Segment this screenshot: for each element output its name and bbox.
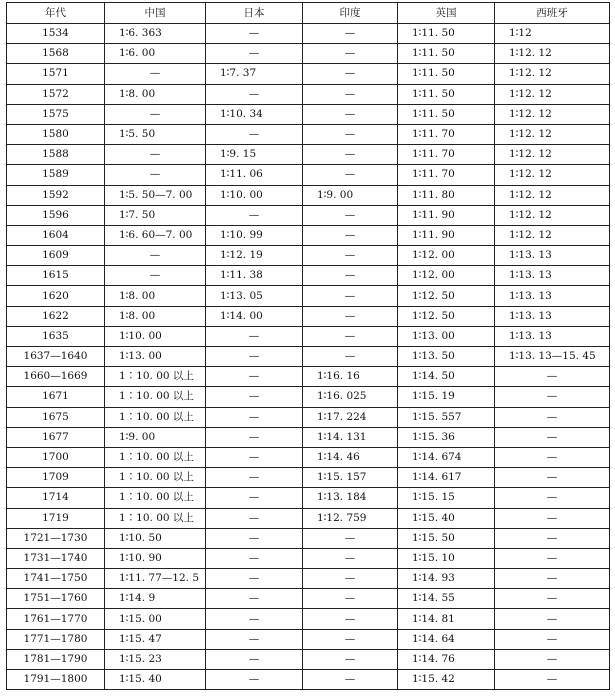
table-row <box>7 447 610 467</box>
cell-japan: 1∶14. 00 <box>206 306 303 326</box>
cell-spain: — <box>495 367 610 387</box>
cell-india: — <box>303 205 398 225</box>
cell-year: 1771—1780 <box>7 629 105 649</box>
cell-china: 1∶5. 50 <box>105 124 206 144</box>
cell-england: 1∶11. 70 <box>398 165 495 185</box>
cell-spain: — <box>495 427 610 447</box>
cell-england: 1∶11. 50 <box>398 64 495 84</box>
cell-china: 1∶15. 47 <box>105 629 206 649</box>
cell-japan: — <box>206 447 303 467</box>
cell-england: 1∶14. 50 <box>398 367 495 387</box>
cell-spain: 1∶12 <box>495 24 610 44</box>
cell-england: 1∶15. 50 <box>398 528 495 548</box>
cell-japan: — <box>206 427 303 447</box>
cell-year: 1700 <box>7 447 105 467</box>
cell-india: — <box>303 24 398 44</box>
header-china: 中国 <box>105 3 206 24</box>
cell-japan: — <box>206 367 303 387</box>
cell-japan: 1∶13. 05 <box>206 286 303 306</box>
cell-china: — <box>105 165 206 185</box>
cell-england: 1∶14. 76 <box>398 649 495 669</box>
table-row <box>7 225 610 245</box>
cell-england: 1∶11. 50 <box>398 84 495 104</box>
cell-japan: — <box>206 326 303 346</box>
cell-india: 1∶13. 184 <box>303 488 398 508</box>
cell-china: 1∶8. 00 <box>105 306 206 326</box>
table-row <box>7 286 610 306</box>
cell-year: 1575 <box>7 104 105 124</box>
cell-china: 1∶8. 00 <box>105 286 206 306</box>
cell-china: 1∶13. 00 <box>105 347 206 367</box>
cell-china: 1∶10. 50 <box>105 528 206 548</box>
cell-japan: 1∶11. 06 <box>206 165 303 185</box>
cell-year: 1635 <box>7 326 105 346</box>
cell-spain: 1∶12. 12 <box>495 44 610 64</box>
cell-year: 1677 <box>7 427 105 447</box>
cell-year: 1791—1800 <box>7 670 105 690</box>
cell-india: — <box>303 649 398 669</box>
cell-spain: 1∶12. 12 <box>495 104 610 124</box>
cell-england: 1∶11. 90 <box>398 205 495 225</box>
cell-japan: 1∶11. 38 <box>206 266 303 286</box>
table-row <box>7 569 610 589</box>
cell-england: 1∶11. 80 <box>398 185 495 205</box>
cell-year: 1571 <box>7 64 105 84</box>
table-row <box>7 24 610 44</box>
cell-spain: 1∶13. 13 <box>495 286 610 306</box>
cell-year: 1572 <box>7 84 105 104</box>
cell-india: — <box>303 64 398 84</box>
table-row <box>7 185 610 205</box>
table-row <box>7 629 610 649</box>
table-row <box>7 548 610 568</box>
cell-china: 1∶10. 00 以上 <box>105 508 206 528</box>
cell-japan: 1∶9. 15 <box>206 145 303 165</box>
cell-india: — <box>303 84 398 104</box>
table-row <box>7 407 610 427</box>
cell-japan: — <box>206 589 303 609</box>
table-row <box>7 64 610 84</box>
cell-china: 1∶10. 00 以上 <box>105 387 206 407</box>
cell-india: — <box>303 165 398 185</box>
cell-year: 1721—1730 <box>7 528 105 548</box>
cell-england: 1∶14. 55 <box>398 589 495 609</box>
cell-year: 1604 <box>7 225 105 245</box>
cell-spain: — <box>495 548 610 568</box>
table-row <box>7 609 610 629</box>
cell-year: 1615 <box>7 266 105 286</box>
cell-japan: 1∶12. 19 <box>206 246 303 266</box>
gold-silver-ratio-table <box>6 2 610 690</box>
table-row <box>7 387 610 407</box>
cell-japan: — <box>206 468 303 488</box>
cell-japan: — <box>206 205 303 225</box>
cell-england: 1∶14. 64 <box>398 629 495 649</box>
cell-england: 1∶15. 42 <box>398 670 495 690</box>
cell-india: — <box>303 629 398 649</box>
cell-china: 1∶8. 00 <box>105 84 206 104</box>
table-row <box>7 649 610 669</box>
cell-japan: — <box>206 124 303 144</box>
cell-india: — <box>303 124 398 144</box>
table-row <box>7 347 610 367</box>
cell-china: 1∶10. 90 <box>105 548 206 568</box>
cell-india: — <box>303 145 398 165</box>
table-row <box>7 326 610 346</box>
cell-china: 1∶10. 00 以上 <box>105 447 206 467</box>
table-row <box>7 468 610 488</box>
table-row <box>7 306 610 326</box>
cell-year: 1671 <box>7 387 105 407</box>
cell-england: 1∶12. 50 <box>398 286 495 306</box>
cell-year: 1592 <box>7 185 105 205</box>
cell-china: 1∶10. 00 以上 <box>105 407 206 427</box>
cell-china: 1∶15. 40 <box>105 670 206 690</box>
cell-england: 1∶15. 557 <box>398 407 495 427</box>
cell-china: 1∶11. 77—12. 5 <box>105 569 206 589</box>
cell-england: 1∶11. 50 <box>398 104 495 124</box>
cell-spain: 1∶12. 12 <box>495 145 610 165</box>
cell-india: — <box>303 609 398 629</box>
header-year: 年代 <box>7 3 105 24</box>
cell-japan: 1∶10. 34 <box>206 104 303 124</box>
table-row <box>7 44 610 64</box>
cell-india: 1∶9. 00 <box>303 185 398 205</box>
cell-india: — <box>303 44 398 64</box>
cell-china: — <box>105 145 206 165</box>
table-row <box>7 670 610 690</box>
cell-india: 1∶12. 759 <box>303 508 398 528</box>
cell-england: 1∶11. 50 <box>398 24 495 44</box>
cell-india: — <box>303 306 398 326</box>
cell-england: 1∶15. 40 <box>398 508 495 528</box>
cell-india: — <box>303 326 398 346</box>
cell-spain: 1∶13. 13 <box>495 246 610 266</box>
cell-china: 1∶6. 00 <box>105 44 206 64</box>
cell-year: 1588 <box>7 145 105 165</box>
cell-year: 1580 <box>7 124 105 144</box>
cell-year: 1637—1640 <box>7 347 105 367</box>
cell-india: — <box>303 266 398 286</box>
cell-england: 1∶14. 674 <box>398 447 495 467</box>
cell-spain: 1∶12. 12 <box>495 165 610 185</box>
cell-year: 1620 <box>7 286 105 306</box>
cell-spain: — <box>495 629 610 649</box>
cell-japan: — <box>206 670 303 690</box>
cell-england: 1∶12. 00 <box>398 246 495 266</box>
cell-india: — <box>303 246 398 266</box>
cell-japan: 1∶7. 37 <box>206 64 303 84</box>
cell-spain: — <box>495 569 610 589</box>
table-row <box>7 427 610 447</box>
cell-china: 1∶7. 50 <box>105 205 206 225</box>
cell-spain: — <box>495 468 610 488</box>
cell-japan: — <box>206 44 303 64</box>
header-england: 英国 <box>398 3 495 24</box>
cell-china: 1∶6. 363 <box>105 24 206 44</box>
header-spain: 西班牙 <box>495 3 610 24</box>
cell-japan: — <box>206 387 303 407</box>
cell-england: 1∶11. 90 <box>398 225 495 245</box>
cell-england: 1∶15. 10 <box>398 548 495 568</box>
cell-year: 1609 <box>7 246 105 266</box>
cell-india: 1∶16. 16 <box>303 367 398 387</box>
cell-india: — <box>303 225 398 245</box>
table-row <box>7 205 610 225</box>
cell-year: 1751—1760 <box>7 589 105 609</box>
cell-india: — <box>303 670 398 690</box>
cell-spain: 1∶12. 12 <box>495 64 610 84</box>
cell-spain: — <box>495 649 610 669</box>
cell-japan: — <box>206 24 303 44</box>
table-row <box>7 528 610 548</box>
cell-england: 1∶11. 70 <box>398 124 495 144</box>
cell-india: 1∶16. 025 <box>303 387 398 407</box>
cell-spain: — <box>495 528 610 548</box>
cell-england: 1∶13. 00 <box>398 326 495 346</box>
cell-india: — <box>303 528 398 548</box>
cell-japan: — <box>206 347 303 367</box>
cell-china: — <box>105 104 206 124</box>
cell-india: 1∶15. 157 <box>303 468 398 488</box>
cell-england: 1∶12. 00 <box>398 266 495 286</box>
cell-china: 1∶10. 00 以上 <box>105 367 206 387</box>
cell-year: 1741—1750 <box>7 569 105 589</box>
cell-india: — <box>303 286 398 306</box>
table-row <box>7 246 610 266</box>
cell-china: 1∶14. 9 <box>105 589 206 609</box>
table-row <box>7 488 610 508</box>
cell-japan: — <box>206 488 303 508</box>
cell-japan: — <box>206 84 303 104</box>
cell-china: 1∶15. 23 <box>105 649 206 669</box>
cell-china: 1∶15. 00 <box>105 609 206 629</box>
cell-year: 1731—1740 <box>7 548 105 568</box>
cell-japan: — <box>206 569 303 589</box>
table-row <box>7 145 610 165</box>
cell-year: 1781—1790 <box>7 649 105 669</box>
cell-china: 1∶5. 50—7. 00 <box>105 185 206 205</box>
cell-china: — <box>105 64 206 84</box>
table-row <box>7 367 610 387</box>
cell-spain: — <box>495 407 610 427</box>
cell-spain: — <box>495 387 610 407</box>
cell-china: 1∶10. 00 以上 <box>105 488 206 508</box>
cell-spain: — <box>495 609 610 629</box>
cell-china: 1∶10. 00 以上 <box>105 468 206 488</box>
cell-spain: 1∶12. 12 <box>495 84 610 104</box>
cell-year: 1596 <box>7 205 105 225</box>
cell-spain: — <box>495 589 610 609</box>
cell-india: — <box>303 569 398 589</box>
cell-year: 1622 <box>7 306 105 326</box>
cell-england: 1∶12. 50 <box>398 306 495 326</box>
cell-england: 1∶14. 81 <box>398 609 495 629</box>
cell-england: 1∶11. 50 <box>398 44 495 64</box>
cell-india: — <box>303 104 398 124</box>
cell-india: — <box>303 347 398 367</box>
cell-china: — <box>105 246 206 266</box>
table-row <box>7 508 610 528</box>
cell-china: 1∶9. 00 <box>105 427 206 447</box>
header-india: 印度 <box>303 3 398 24</box>
cell-year: 1568 <box>7 44 105 64</box>
cell-england: 1∶15. 15 <box>398 488 495 508</box>
cell-japan: — <box>206 649 303 669</box>
cell-year: 1534 <box>7 24 105 44</box>
cell-england: 1∶15. 19 <box>398 387 495 407</box>
header-japan: 日本 <box>206 3 303 24</box>
cell-india: 1∶17. 224 <box>303 407 398 427</box>
cell-england: 1∶14. 617 <box>398 468 495 488</box>
table-row <box>7 84 610 104</box>
cell-spain: — <box>495 447 610 467</box>
cell-year: 1761—1770 <box>7 609 105 629</box>
cell-year: 1719 <box>7 508 105 528</box>
cell-spain: 1∶12. 12 <box>495 205 610 225</box>
cell-japan: — <box>206 609 303 629</box>
cell-spain: 1∶12. 12 <box>495 225 610 245</box>
cell-england: 1∶13. 50 <box>398 347 495 367</box>
cell-year: 1589 <box>7 165 105 185</box>
cell-china: 1∶6. 60—7. 00 <box>105 225 206 245</box>
cell-spain: — <box>495 670 610 690</box>
cell-japan: — <box>206 528 303 548</box>
cell-china: 1∶10. 00 <box>105 326 206 346</box>
cell-england: 1∶15. 36 <box>398 427 495 447</box>
cell-year: 1709 <box>7 468 105 488</box>
cell-japan: — <box>206 548 303 568</box>
table-row <box>7 266 610 286</box>
cell-china: — <box>105 266 206 286</box>
cell-england: 1∶11. 70 <box>398 145 495 165</box>
ratio-table-container <box>6 2 609 690</box>
cell-spain: 1∶13. 13 <box>495 326 610 346</box>
cell-year: 1660—1669 <box>7 367 105 387</box>
cell-spain: 1∶12. 12 <box>495 124 610 144</box>
table-row <box>7 104 610 124</box>
cell-india: 1∶14. 131 <box>303 427 398 447</box>
cell-spain: 1∶13. 13 <box>495 306 610 326</box>
cell-spain: — <box>495 508 610 528</box>
table-header-row <box>7 3 610 24</box>
cell-year: 1675 <box>7 407 105 427</box>
cell-spain: 1∶13. 13 <box>495 266 610 286</box>
table-row <box>7 165 610 185</box>
cell-japan: — <box>206 407 303 427</box>
cell-japan: 1∶10. 99 <box>206 225 303 245</box>
cell-england: 1∶14. 93 <box>398 569 495 589</box>
table-body <box>7 24 610 690</box>
cell-spain: 1∶13. 13—15. 45 <box>495 347 610 367</box>
table-row <box>7 589 610 609</box>
cell-japan: — <box>206 508 303 528</box>
table-row <box>7 124 610 144</box>
cell-spain: — <box>495 488 610 508</box>
cell-india: — <box>303 548 398 568</box>
cell-india: — <box>303 589 398 609</box>
cell-japan: 1∶10. 00 <box>206 185 303 205</box>
cell-spain: 1∶12. 12 <box>495 185 610 205</box>
cell-india: 1∶14. 46 <box>303 447 398 467</box>
cell-year: 1714 <box>7 488 105 508</box>
cell-japan: — <box>206 629 303 649</box>
